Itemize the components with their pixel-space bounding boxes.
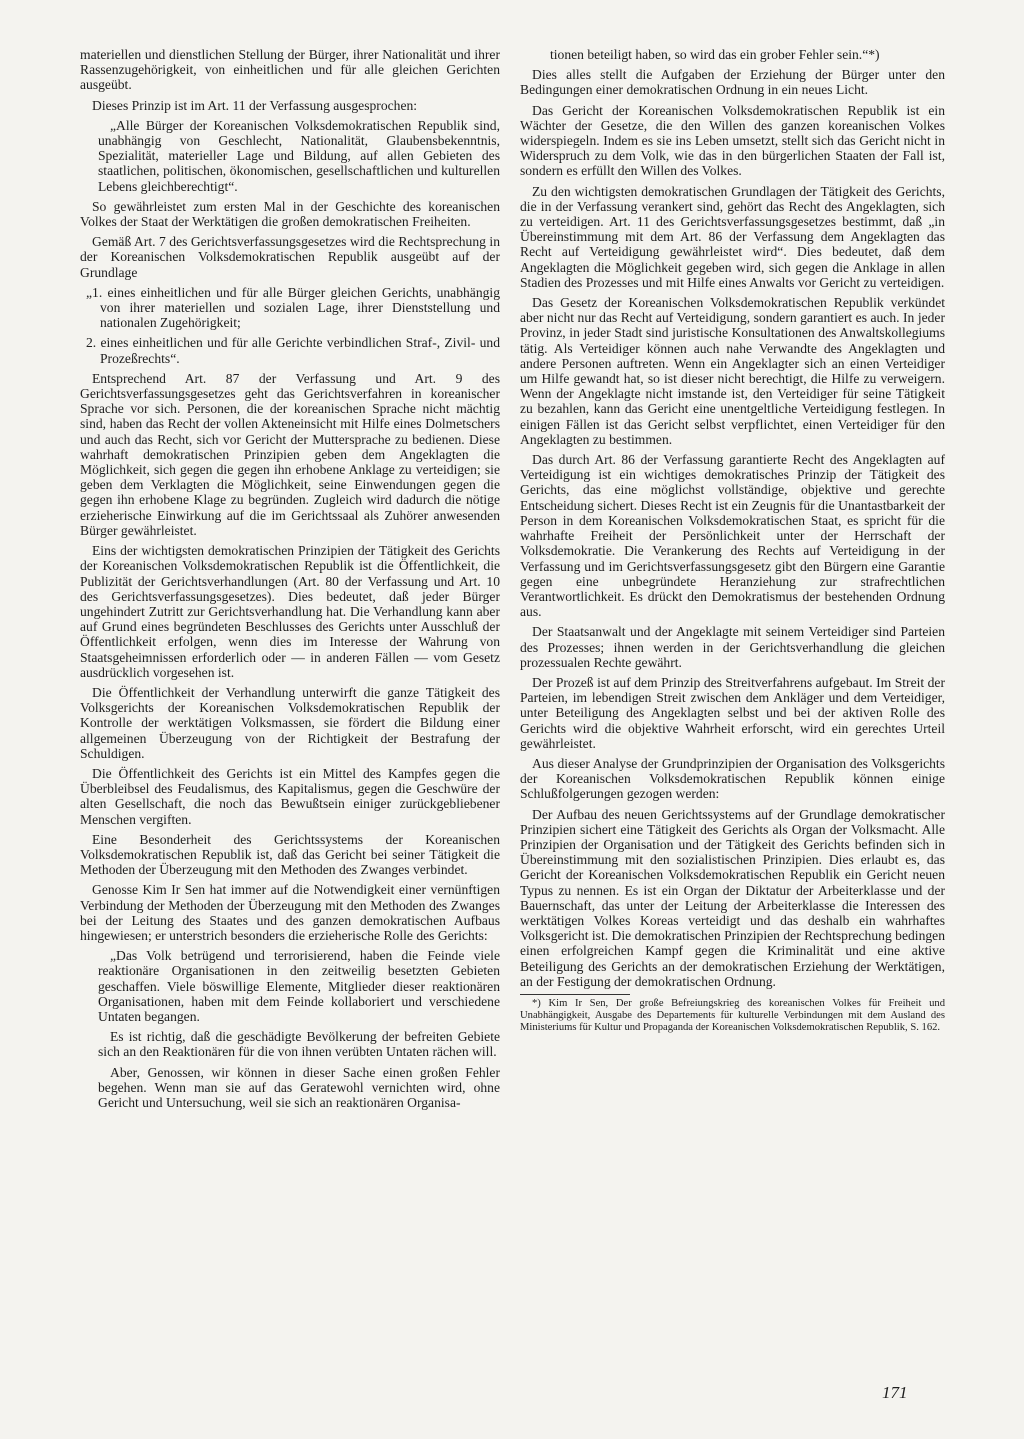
paragraph: Dieses Prinzip ist im Art. 11 der Verfassung ausgesprochen: [92, 97, 418, 113]
paragraph: Aber, Genossen, wir können in dieser Sache einen großen Fehler begehen. Wenn man sie auf das Geratewohl vernichten wird, ohne Gericht und Untersuchung, weil sie sich an reaktionären Organisa- [98, 1064, 500, 1110]
paragraph: Der Prozeß ist auf dem Prinzip des Streitverfahrens aufgebaut. Im Streit der Parteien, im lebendigen Streit zwischen dem Ankläger und dem Verteidiger, unter Beteiligung des Angeklagten selbst und bei der aktiven Rolle des Gerichts wird die objektive Wahrheit erforscht, wird ein gerechtes Urteil gewährleistet. [520, 674, 945, 751]
paragraph: Das durch Art. 86 der Verfassung garantierte Recht des Angeklagten auf Verteidigung ist ein wichtiges demokratisches Prinzip der Tätigkeit des Gerichts, das eine möglichst vollständige, objektive und gerechte Entscheidung sichert. Dieses Recht ist ein Zeugnis für die Unantastbarkeit der Person in dem Koreanischen Volksdemokratischen Staat, es spricht für die wahrhafte Freiheit der Persönlichkeit unter der Herrschaft der Volksdemokratie. Die Verankerung des Rechts auf Verteidigung in der Verfassung und im Gerichtsverfassungsgesetz gibt den Bürgern eine Garantie gegen eine unbegründete Heranziehung zur strafrechtlichen Verantwortlichkeit. Es drückt den Demokratismus der bestehenden Ordnung aus. [520, 452, 945, 620]
paragraph: Eins der wichtigsten demokratischen Prinzipien der Tätigkeit des Gerichts der Koreanischen Volksdemokratischen Republik ist die Öffentlichkeit, die Publizität der Gerichtsverhandlungen (Art. 80 der Verfassung und Art. 10 des Gerichtsverfassungsgesetzes). Dies bedeutet, daß jeder Bürger ungehindert Zutritt zur Gerichtsverhandlung hat. Die Verhandlung kann aber auf Grund eines begründeten Beschlusses des Gerichts unter Ausschluß der Öffentlichkeit erfolgen, wenn dies im Interesse der Wahrung von Staatsgeheimnissen erforderlich oder — in anderen Fällen — vom Gesetz ausdrücklich vorgesehen ist. [80, 543, 500, 680]
right-column [520, 47, 945, 1039]
left-column [80, 47, 500, 1115]
paragraph: Entsprechend Art. 87 der Verfassung und Art. 9 des Gerichtsverfassungsgesetzes geht das Gerichtsverfahren in koreanischer Sprache vor sich. Personen, die der koreanischen Sprache nicht mächtig sind, haben das Recht der vollen Akteneinsicht mit Hilfe eines Dolmetschers und auch das Recht, sich vor Gericht der Muttersprache zu bedienen. Diese wahrhaft demokratischen Prinzipien geben dem Angeklagten die Möglichkeit, sich gegen die gegen ihn erhobene Anklage zu verteidigen; sie geben dem Verklagten die Möglichkeit, seine Einwendungen gegen die gegen ihn erhobene Klage zu begründen. Zugleich wird dadurch die nötige erzieherische Einwirkung auf die im Gerichtssaal als Zuhörer anwesenden Bürger gewährleistet. [80, 370, 500, 538]
paragraph: Das Gesetz der Koreanischen Volksdemokratischen Republik verkündet aber nicht nur das Recht auf Verteidigung, sondern garantiert es auch. In jeder Provinz, in jeder Stadt sind juristische Konsultationen des Anwaltskollegiums tätig. Als Verteidiger können auch nahe Verwandte des Angeklagten und andere Personen auftreten. Wenn ein Angeklagter sich an einen Verteidiger um Hilfe gewandt hat, so ist dieser nicht berechtigt, die Hilfe zu verweigern. Wenn der Angeklagte nicht imstande ist, den Verteidiger für seine Tätigkeit zu bezahlen, kann das Gericht eine unentgeltliche Verteidigung festlegen. In einigen Fällen ist das Gericht selbst verpflichtet, einen Verteidiger für den Angeklagten zu bestimmen. [520, 295, 945, 447]
paragraph: Der Staatsanwalt und der Angeklagte mit seinem Verteidiger sind Parteien des Prozesses; ihnen werden in der Gerichtsverhandlung die gleichen prozessualen Rechte gewährt. [520, 624, 945, 670]
paragraph: „Alle Bürger der Koreanischen Volksdemokratischen Republik sind, unabhängig von Geschlecht, Nationalität, Glaubensbekenntnis, Spezialität, materieller Lage und Bildung, auf allen Gebieten des staatlichen, politischen, ökonomischen, gesellschaftlichen und kulturellen Lebens gleichberechtigt“. [98, 117, 500, 194]
paragraph: Es ist richtig, daß die geschädigte Bevölkerung der befreiten Gebiete sich an den Reaktionären für die von ihnen verübten Untaten rächen will. [98, 1029, 500, 1060]
paragraph: 2. eines einheitlichen und für alle Gerichte verbindlichen Straf-, Zivil- und Prozeßrechts“. [86, 335, 500, 366]
page-number: 171 [882, 1383, 908, 1402]
paragraph: tionen beteiligt haben, so wird das ein grober Fehler sein.“*) [550, 47, 880, 62]
paragraph: Genosse Kim Ir Sen hat immer auf die Notwendigkeit einer vernünftigen Verbindung der Methoden der Überzeugung mit den Methoden des Zwanges bei der Leitung des Staates und des ganzen demokratischen Aufbaus hingewiesen; er unterstrich besonders die erzieherische Rolle des Gerichts: [80, 882, 500, 943]
paragraph: Aus dieser Analyse der Grundprinzipien der Organisation des Volksgerichts der Koreanischen Volksdemokratischen Republik können einige Schlußfolgerungen gezogen werden: [520, 755, 945, 802]
paragraph: Dies alles stellt die Aufgaben der Erziehung der Bürger unter den Bedingungen einer demokratischen Ordnung in ein neues Licht. [520, 67, 945, 98]
paragraph: Die Öffentlichkeit der Verhandlung unterwirft die ganze Tätigkeit des Volksgerichts der Koreanischen Volksdemokratischen Republik der Kontrolle der werktätigen Volksmassen, sie fördert die Bildung einer allgemeinen Überzeugung von der Richtigkeit der Bestrafung der Schuldigen. [80, 684, 500, 761]
paragraph: „1. eines einheitlichen und für alle Bürger gleichen Gerichts, unabhängig von ihrer materiellen und sozialen Lage, ihrer Dienststellung und nationalen Zugehörigkeit; [86, 284, 500, 331]
paragraph: Zu den wichtigsten demokratischen Grundlagen der Tätigkeit des Gerichts, die in der Verfassung verankert sind, gehört das Recht des Angeklagten, sich zu verteidigen. Art. 11 des Gerichtsverfassungsgesetzes bestimmt, daß „in Übereinstimmung mit dem Art. 86 der Verfassung dem Angeklagten das Recht auf Verteidigung gewährleistet wird“. Dies bedeutet, daß dem Angeklagten die Möglichkeit gegeben wird, sich gegen die Anklage in allen Stadien des Prozesses und mit Hilfe eines Anwalts vor Gericht zu verteidigen. [520, 183, 945, 290]
footnote: *) Kim Ir Sen, Der große Befreiungskrieg des koreanischen Volkes für Freiheit und Unabhängigkeit, Ausgabe des Departements für kulturelle Verbindungen mit dem Ausland des Ministeriums für Kultur und Propaganda der Koreanischen Volksdemokratischen Republik, S. 162. [520, 997, 945, 1033]
paragraph: Das Gericht der Koreanischen Volksdemokratischen Republik ist ein Wächter der Gesetze, die den Willen des ganzen koreanischen Volkes widerspiegeln. Indem es sie ins Leben umsetzt, stellt sich das Gericht nicht in Widerspruch zu dem Volk, wie das in den bürgerlichen Staaten der Fall ist, sondern es erfüllt den Willen des Volkes. [520, 102, 945, 179]
paragraph: Der Aufbau des neuen Gerichtssystems auf der Grundlage demokratischer Prinzipien sichert eine Tätigkeit des Gerichts als Organ der Volksmacht. Alle Prinzipien der Organisation und der Tätigkeit des Gerichts befinden sich in Übereinstimmung mit den sozialistischen Prinzipien. Dies erlaubt es, das Gericht der Koreanischen Volksdemokratischen Republik ein Gericht neuen Typus zu nennen. Es ist ein Organ der Diktatur der Arbeiterklasse und der Bauernschaft, das unter der Leitung der Arbeiterklasse die Interessen des werktätigen Volkes Koreas verteidigt und das deshalb ein wahrhaftes Volksgericht ist. Die demokratischen Prinzipien der Rechtsprechung bedingen einen erfolgreichen Kampf gegen die Kriminalität und eine aktive Beteiligung des Gerichts an der demokratischen Erziehung der Werktätigen, an der Festigung der demokratischen Ordnung. [520, 806, 945, 989]
paragraph: Gemäß Art. 7 des Gerichtsverfassungsgesetzes wird die Rechtsprechung in der Koreanischen Volksdemokratischen Republik ausgeübt auf der Grundlage [80, 234, 500, 280]
paragraph: Die Öffentlichkeit des Gerichts ist ein Mittel des Kampfes gegen die Überbleibsel des Feudalismus, des Kapitalismus, gegen die Geschwüre der alten Gesellschaft, die noch das Bewußtsein einiger zurückgebliebener Menschen vergiften. [80, 765, 500, 827]
right-column-body [520, 47, 945, 989]
paragraph: „Das Volk betrügend und terrorisierend, haben die Feinde viele reaktionäre Organisationen in den zeitweilig besetzten Gebieten geschaffen. Viele böswillige Elemente, Mitglieder dieser reaktionären Organisationen, haben mit dem Feinde kollaboriert und verschiedene Untaten begangen. [98, 948, 500, 1024]
paragraph: So gewährleistet zum ersten Mal in der Geschichte des koreanischen Volkes der Staat der Werktätigen die großen demokratischen Freiheiten. [80, 198, 500, 230]
paragraph: Eine Besonderheit des Gerichtssystems der Koreanischen Volksdemokratischen Republik ist, daß das Gericht bei seiner Tätigkeit die Methoden der Überzeugung mit den Methoden des Zwanges verbindet. [80, 831, 500, 878]
footnote-rule [520, 994, 630, 995]
paragraph: materiellen und dienstlichen Stellung der Bürger, ihrer Nationalität und ihrer Rassenzugehörigkeit, von einheitlichen und für alle gleichen Gerichten ausgeübt. [80, 47, 500, 93]
